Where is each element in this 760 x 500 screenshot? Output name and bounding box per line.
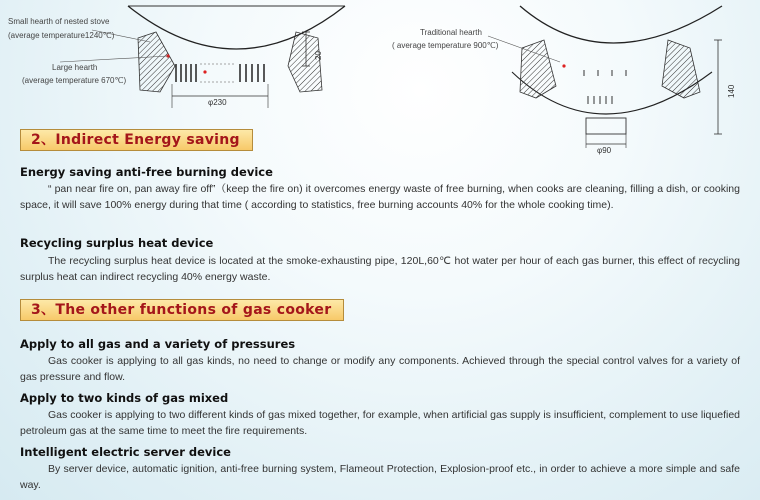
dimension-height-right: 140	[727, 84, 736, 98]
nozzle-block	[586, 118, 626, 134]
recycling-heading: Recycling surplus heat device	[20, 236, 214, 250]
right-hearth-wall	[662, 40, 700, 98]
left-hearth-wall	[520, 40, 556, 98]
traditional-hearth-temp: ( average temperature 900℃)	[392, 41, 499, 50]
large-hearth-temp: (average temperature 670℃)	[22, 76, 127, 85]
small-hearth-label: Small hearth of nested stove	[8, 17, 110, 26]
mixed-gas-heading: Apply to two kinds of gas mixed	[20, 391, 229, 405]
mixed-gas-text: Gas cooker is applying to two different kinds of gas mixed together, for example, when artificial gas supply is insufficient, complement to use liquefied petroleum gas at the same time to meet the fire requirements.	[20, 409, 740, 437]
left-hearth-wall	[138, 32, 175, 92]
recycling-text: The recycling surplus heat device is located at the smoke-exhausting pipe, 120L,60℃ hot water per hour of each gas burner, this effect of recycling surplus heat can indirect recycling 40% energy waste.	[20, 255, 740, 283]
right-hearth-wall	[288, 32, 322, 92]
all-gas-heading: Apply to all gas and a variety of pressures	[20, 337, 296, 351]
large-hearth-label: Large hearth	[52, 63, 98, 72]
energy-saving-text: “ pan near fire on, pan away fire off”（keep the fire on) it overcomes energy waste of free burning, when cooks are cleaning, filling a dish, or cooking space, it will save 100% energy during that time ( according to statistics, free burning accounts 40% for the whole cooking time).	[20, 183, 740, 211]
traditional-hearth-diagram	[488, 6, 722, 148]
dimension-width-right: φ90	[597, 146, 612, 155]
burner-ring	[176, 64, 264, 82]
dimension-width-left: φ230	[208, 98, 227, 107]
server-device-heading: Intelligent electric server device	[20, 445, 231, 459]
section-3-banner: 3、The other functions of gas cooker	[20, 299, 344, 321]
pan-outline	[520, 6, 722, 43]
flame-dot	[562, 64, 565, 67]
energy-saving-heading: Energy saving anti-free burning device	[20, 165, 273, 179]
all-gas-text: Gas cooker is applying to all gas kinds, no need to change or modify any components. Achieved through the special control valves for a variety of gas pressure and flow.	[20, 355, 740, 383]
small-hearth-temp: (average temperature1240℃)	[8, 31, 115, 40]
section-2-banner: 2、Indirect Energy saving	[20, 129, 253, 151]
server-device-text: By server device, automatic ignition, anti-free burning system, Flameout Protection, Explosion-proof etc., in order to achieve a more simple and safe way.	[20, 463, 740, 491]
flame-dot	[203, 70, 206, 73]
traditional-hearth-label: Traditional hearth	[420, 28, 482, 37]
dimension-height-left: 20	[314, 51, 323, 60]
